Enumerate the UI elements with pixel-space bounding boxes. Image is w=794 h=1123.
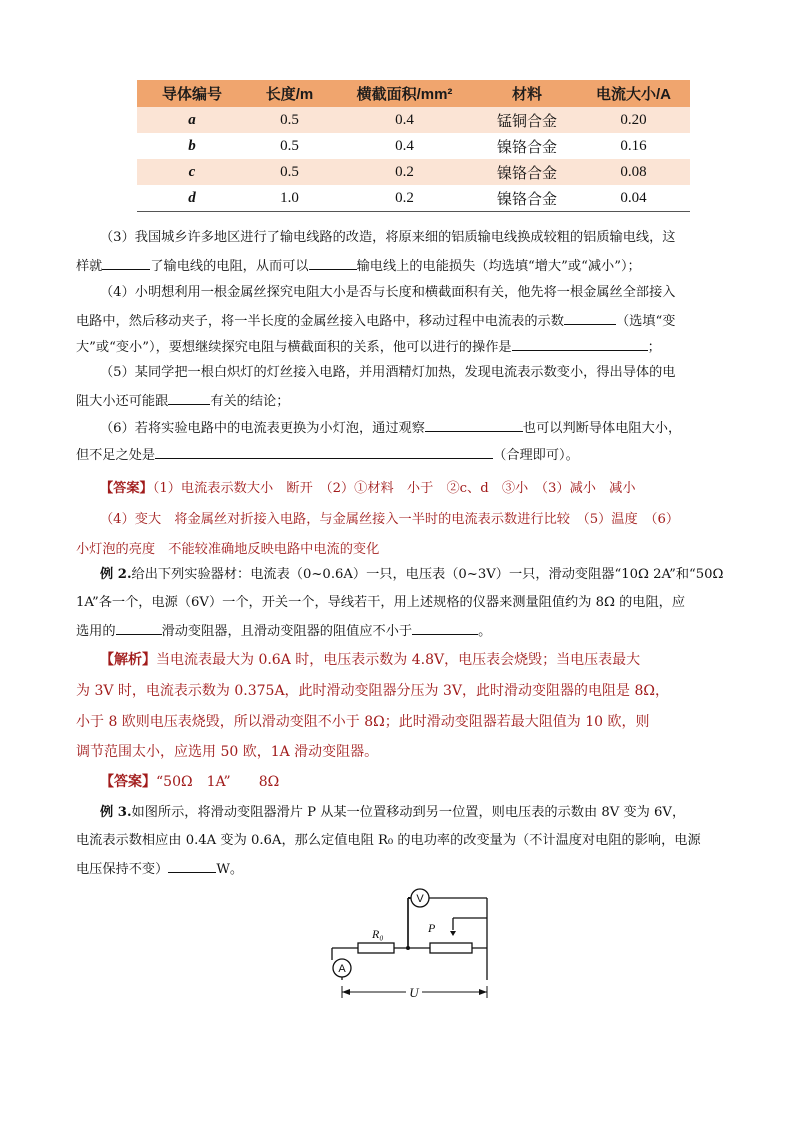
q3-text: 了输电线的电阻，从而可以: [150, 259, 309, 274]
cell: b: [188, 137, 196, 154]
cell: 0.04: [577, 185, 690, 212]
q4-text: ；: [647, 340, 661, 355]
analysis2-line1: [100, 650, 750, 670]
ex2-line2: 1A”各一个，电源（6V）一个，开关一个，导线若干，用上述规格的仪器来测量阻值约为 8Ω 的电阻，应: [76, 595, 686, 610]
q5-text: 有关的结论；: [210, 394, 290, 409]
slider-label: P: [428, 921, 436, 935]
cell: 1.0: [247, 185, 332, 212]
cell: a: [137, 107, 247, 133]
junction-dot: [406, 946, 410, 950]
cell: 0.20: [577, 107, 690, 133]
example-label: 例 2.: [100, 567, 132, 582]
ex2-blank-2[interactable]: [412, 620, 478, 635]
arrow-right-icon: [479, 989, 487, 995]
ex2-text: 给出下列实验器材：电流表（0~0.6A）一只，电压表（0~3V）一只，滑动变阻器“10Ω 2A”和“50Ω: [131, 567, 724, 582]
q4-line1: （4）小明想利用一根金属丝探究电阻大小是否与长度和横截面积有关，他先将一根金属丝全部接入: [100, 285, 676, 300]
q5-line2: [76, 390, 726, 412]
cell: 0.2: [332, 185, 477, 212]
analysis-text: 当电流表最大为 0.6A 时，电压表示数为 4.8V，电压表会烧毁；当电压表最大: [156, 652, 641, 668]
header-current: 电流大小/A: [577, 80, 690, 107]
answer1-line1: [100, 479, 750, 499]
q6-text: （合理即可）。: [493, 448, 579, 463]
ex2-blank-1[interactable]: [116, 620, 162, 635]
cell: 0.16: [620, 137, 647, 154]
q4-text: 电路中，然后移动夹子，将一半长度的金属丝接入电路中，移动过程中电流表的示数: [76, 314, 564, 329]
ex3-text: W。: [216, 862, 244, 877]
cell: 0.2: [332, 159, 477, 185]
example-label: 例 3.: [100, 805, 132, 820]
header-length: 长度/m: [247, 80, 332, 107]
arrow-left-icon: [342, 989, 350, 995]
table-row: [137, 107, 690, 133]
answer1-line3: 小灯泡的亮度 不能较准确地反映电路中电流的变化: [76, 542, 380, 557]
q3-blank-1[interactable]: [102, 255, 150, 270]
ammeter-label: A: [338, 963, 346, 975]
ex2-text: 。: [478, 624, 492, 639]
table-row: [137, 133, 690, 159]
q6-blank-2[interactable]: [155, 444, 493, 459]
answer1-line2: （4）变大 将金属丝对折接入电路，与金属丝接入一半时的电流表示数进行比较 （5）温度 （6）: [100, 512, 680, 527]
cell: d: [137, 185, 247, 212]
circuit-wiring: [332, 898, 487, 980]
slider-arrow-icon: [450, 931, 456, 936]
slide-rheostat: [430, 943, 472, 953]
voltmeter-label: V: [416, 893, 424, 905]
q3-line2: [76, 255, 726, 277]
cell: 0.5: [280, 137, 299, 154]
cell: 0.5: [247, 159, 332, 185]
ex3-line2: 电流表示数相应由 0.4A 变为 0.6A，那么定值电阻 R₀ 的电功率的改变量为（不计温度对电阻的影响，电源: [76, 833, 701, 848]
cell: 锰铜合金: [477, 107, 577, 133]
table-row: [137, 159, 690, 185]
q5-line1: （5）某同学把一根白炽灯的灯丝接入电路，并用酒精灯加热，发现电流表示数变小，得出导体的电: [100, 365, 676, 380]
q6-text: 也可以判断导体电阻大小，: [522, 421, 682, 436]
table-row: [137, 185, 690, 212]
q4-line2: [76, 310, 726, 332]
answer2-line: [100, 772, 750, 792]
ex2-text: 滑动变阻器，且滑动变阻器的阻值应不小于: [161, 624, 413, 639]
q5-text: 阻大小还可能跟: [76, 394, 169, 409]
answer-label: 【答案】: [100, 774, 156, 790]
cell: 0.08: [577, 159, 690, 185]
q5-blank[interactable]: [168, 390, 210, 405]
answer-label: 【答案】: [100, 481, 153, 496]
q4-blank-2[interactable]: [512, 336, 648, 351]
ex3-line3: [76, 858, 726, 880]
r0-label: R₀: [372, 927, 384, 941]
ex2-line1: [100, 565, 750, 585]
q6-line2: [76, 444, 726, 466]
q4-line3: [76, 336, 726, 358]
cell: 0.5: [247, 107, 332, 133]
ex2-line3: [76, 620, 726, 642]
table-header-row: [137, 80, 690, 107]
q4-text: （选填“变: [615, 314, 676, 329]
q3-blank-2[interactable]: [309, 255, 357, 270]
analysis-label: 【解析】: [100, 652, 156, 668]
resistor-r0: [358, 943, 394, 953]
cell: 镍铬合金: [496, 139, 557, 156]
cell: 镍铬合金: [477, 159, 577, 185]
q6-text: 但不足之处是: [76, 448, 156, 463]
q3-text: 样就: [76, 259, 103, 274]
analysis2-line2: 为 3V 时，电流表示数为 0.375A，此时滑动变阻器分压为 3V，此时滑动变阻器的电阻是 8Ω，: [76, 683, 669, 699]
header-material: 材料: [477, 80, 577, 107]
cell: c: [137, 159, 247, 185]
analysis2-line3: 小于 8 欧则电压表烧毁，所以滑动变阻不小于 8Ω；此时滑动变阻器若最大阻值为 10 欧，则: [76, 714, 650, 730]
answer-text: （1）电流表示数大小 断开 （2）①材料 小于 ②c、d ③小 （3）减小 减小: [152, 481, 636, 496]
q4-blank-1[interactable]: [564, 310, 616, 325]
answer-text: “50Ω 1A” 8Ω: [156, 774, 280, 790]
header-cross-section: 横截面积/mm²: [332, 80, 477, 107]
ex2-text: 选用的: [76, 624, 116, 639]
analysis2-line4: 调节范围太小，应选用 50 欧，1A 滑动变阻器。: [76, 744, 379, 760]
q3-line1: （3）我国城乡许多地区进行了输电线路的改造，将原来细的铝质输电线换成较粗的铝质输电线，这: [100, 230, 676, 245]
voltage-label: U: [409, 985, 419, 1000]
ex3-line1: [100, 803, 750, 823]
ex3-text: 电压保持不变）: [76, 862, 169, 877]
ex3-blank[interactable]: [168, 858, 216, 873]
q4-text: 大”或“变小”），要想继续探究电阻与横截面积的关系，他可以进行的操作是: [76, 340, 512, 355]
cell: 0.4: [395, 137, 414, 154]
circuit-lines: [408, 898, 411, 948]
q6-text: （6）若将实验电路中的电流表更换为小灯泡，通过观察: [100, 421, 425, 436]
q6-line1: [100, 417, 750, 439]
cell: 镍铬合金: [477, 185, 577, 212]
header-conductor-id: 导体编号: [137, 80, 247, 107]
cell: 0.4: [332, 107, 477, 133]
circuit-diagram: [320, 880, 510, 1005]
q3-text: 输电线上的电能损失（均选填“增大”或“减小”）；: [356, 259, 641, 274]
q6-blank-1[interactable]: [425, 417, 523, 432]
data-table: [137, 80, 690, 212]
ex3-text: 如图所示，将滑动变阻器滑片 P 从某一位置移动到另一位置，则电压表的示数由 8V 变为 6V，: [131, 805, 686, 820]
